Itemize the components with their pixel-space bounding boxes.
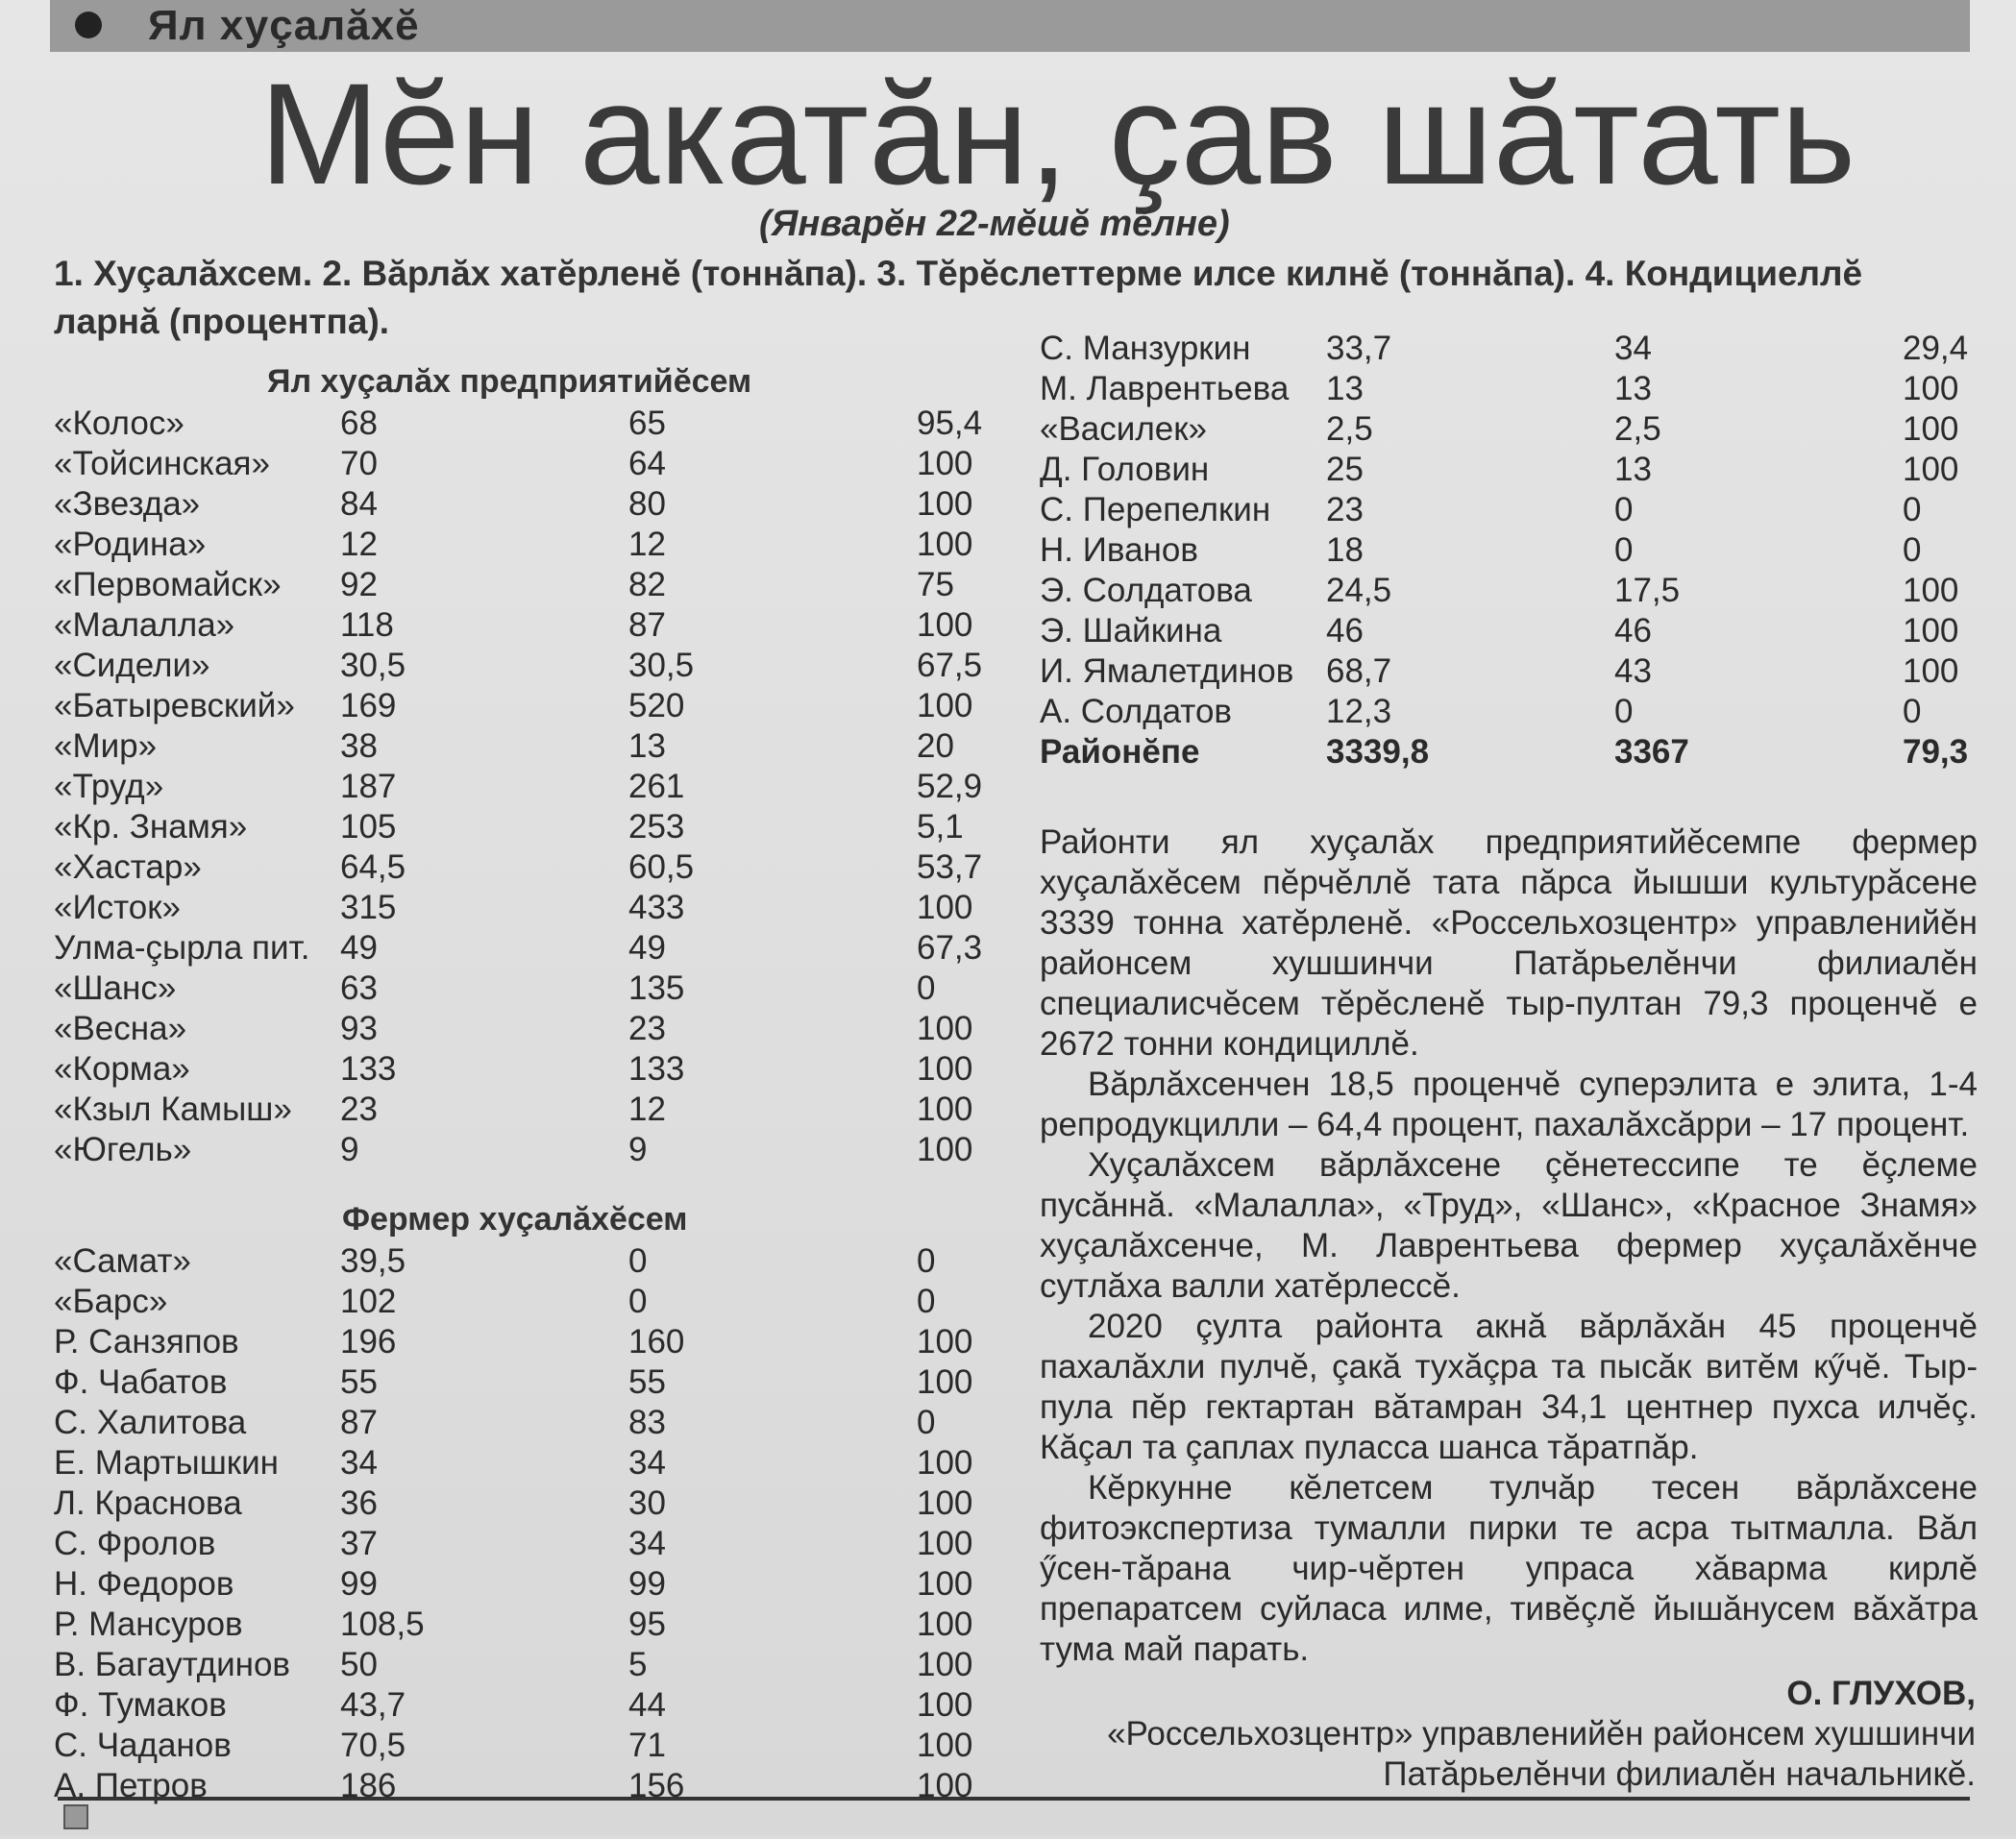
row-value: 0 bbox=[1903, 693, 1922, 730]
row-value: 100 bbox=[917, 687, 973, 724]
row-name: Улма-çырла пит. bbox=[54, 929, 310, 967]
row-value: 100 bbox=[917, 1606, 973, 1643]
total-label: Районĕпе bbox=[1040, 733, 1200, 771]
table-row bbox=[1040, 692, 1972, 732]
row-value: 34 bbox=[340, 1444, 378, 1482]
row-name: «Малалла» bbox=[54, 606, 235, 644]
row-value: 100 bbox=[917, 1686, 973, 1724]
row-name: Э. Шайкина bbox=[1040, 612, 1222, 650]
row-value: 100 bbox=[917, 1091, 973, 1128]
row-name: «Югель» bbox=[54, 1131, 192, 1168]
row-name: «Колос» bbox=[54, 405, 184, 442]
row-value: 99 bbox=[628, 1565, 666, 1603]
row-name: И. Ямалетдинов bbox=[1040, 652, 1294, 690]
row-value: 30 bbox=[628, 1484, 666, 1522]
row-value: 100 bbox=[1903, 451, 1959, 488]
row-value: 46 bbox=[1326, 612, 1364, 650]
author-name: О. ГЛУХОВ, bbox=[1786, 1675, 1976, 1712]
row-name: «Первомайск» bbox=[54, 566, 282, 603]
row-value: 64 bbox=[628, 445, 666, 482]
row-value: 49 bbox=[628, 929, 666, 967]
row-value: 5 bbox=[628, 1646, 648, 1683]
table-row bbox=[54, 404, 1015, 444]
row-value: 0 bbox=[917, 1404, 936, 1441]
total-value: 79,3 bbox=[1903, 733, 1969, 771]
table-row bbox=[54, 1605, 1015, 1645]
row-value: 100 bbox=[917, 889, 973, 926]
row-name: Е. Мартышкин bbox=[54, 1444, 279, 1482]
row-value: 169 bbox=[340, 687, 397, 724]
row-value: 100 bbox=[917, 1323, 973, 1361]
row-name: Д. Головин bbox=[1040, 451, 1210, 488]
legend-line-1: 1. Хуçалăхсем. 2. Вăрлăх хатĕрленĕ (тоннăпа). 3. Тĕрĕслеттерме илсе килнĕ (тоннăпа). 4. Кондициеллĕ bbox=[54, 254, 1863, 293]
row-value: 43,7 bbox=[340, 1686, 406, 1724]
row-value: 70,5 bbox=[340, 1727, 406, 1764]
row-value: 0 bbox=[917, 1283, 936, 1320]
rubric-bar bbox=[50, 0, 1970, 52]
farmers-table-left bbox=[54, 1241, 1015, 1806]
row-value: 23 bbox=[628, 1010, 666, 1047]
row-value: 18 bbox=[1326, 531, 1364, 569]
row-value: 68 bbox=[340, 405, 378, 442]
row-value: 39,5 bbox=[340, 1242, 406, 1280]
row-value: 100 bbox=[917, 1484, 973, 1522]
row-value: 37 bbox=[340, 1525, 378, 1562]
row-value: 36 bbox=[340, 1484, 378, 1522]
row-name: Н. Федоров bbox=[54, 1565, 234, 1603]
row-value: 187 bbox=[340, 768, 397, 805]
row-value: 65 bbox=[628, 405, 666, 442]
legend-line-2: ларнă (процентпа). bbox=[54, 302, 390, 341]
row-value: 13 bbox=[1614, 370, 1652, 407]
table-row bbox=[1040, 329, 1972, 369]
row-name: «Корма» bbox=[54, 1050, 190, 1088]
row-value: 100 bbox=[917, 485, 973, 523]
row-name: С. Фролов bbox=[54, 1525, 216, 1562]
row-value: 2,5 bbox=[1326, 410, 1373, 448]
row-value: 44 bbox=[628, 1686, 666, 1724]
row-value: 135 bbox=[628, 969, 685, 1007]
table-row bbox=[54, 605, 1015, 646]
row-name: «Василек» bbox=[1040, 410, 1207, 448]
row-value: 95 bbox=[628, 1606, 666, 1643]
row-value: 100 bbox=[1903, 410, 1959, 448]
row-value: 108,5 bbox=[340, 1606, 425, 1643]
row-value: 100 bbox=[917, 1131, 973, 1168]
row-value: 46 bbox=[1614, 612, 1652, 650]
article-paragraph: Вăрлăхсенчен 18,5 проценчĕ суперэлита е элита, 1-4 репродукцилли – 64,4 процент, пахалăхсăрри – 17 процент. bbox=[1040, 1066, 1978, 1143]
row-name: С. Чаданов bbox=[54, 1727, 232, 1764]
table-row bbox=[54, 1685, 1015, 1726]
row-name: Н. Иванов bbox=[1040, 531, 1198, 569]
row-name: «Кзыл Камыш» bbox=[54, 1091, 292, 1128]
section-title-farmers: Фермер хуçалăхĕсем bbox=[342, 1201, 688, 1238]
row-value: 53,7 bbox=[917, 848, 983, 886]
article-body bbox=[1040, 822, 1978, 1670]
table-row bbox=[54, 1282, 1015, 1322]
table-row bbox=[54, 444, 1015, 484]
row-name: «Весна» bbox=[54, 1010, 187, 1047]
table-row bbox=[54, 847, 1015, 888]
row-value: 55 bbox=[628, 1363, 666, 1401]
rubric-label: Ял хуçалăхĕ bbox=[148, 2, 420, 49]
row-value: 100 bbox=[917, 1050, 973, 1088]
row-value: 13 bbox=[628, 727, 666, 765]
row-value: 0 bbox=[628, 1242, 648, 1280]
row-value: 100 bbox=[917, 1727, 973, 1764]
row-name: «Сидели» bbox=[54, 647, 210, 684]
row-value: 30,5 bbox=[628, 647, 695, 684]
row-name: Э. Солдатова bbox=[1040, 572, 1252, 609]
table-row bbox=[54, 1241, 1015, 1282]
table-row bbox=[1040, 651, 1972, 692]
row-value: 315 bbox=[340, 889, 397, 926]
row-name: «Исток» bbox=[54, 889, 182, 926]
table-row bbox=[1040, 611, 1972, 651]
row-value: 100 bbox=[917, 1565, 973, 1603]
row-value: 100 bbox=[917, 1767, 973, 1804]
row-value: 9 bbox=[628, 1131, 648, 1168]
headline: Мĕн акатăн, çав шăтать bbox=[259, 53, 1856, 214]
farmers-table-right bbox=[1040, 329, 1972, 772]
row-name: «Самат» bbox=[54, 1242, 191, 1280]
table-row bbox=[1040, 369, 1972, 409]
row-value: 12 bbox=[340, 526, 378, 563]
row-value: 13 bbox=[1614, 451, 1652, 488]
row-value: 17,5 bbox=[1614, 572, 1681, 609]
table-row bbox=[1040, 571, 1972, 611]
row-value: 70 bbox=[340, 445, 378, 482]
row-value: 2,5 bbox=[1614, 410, 1661, 448]
row-value: 102 bbox=[340, 1283, 397, 1320]
row-value: 156 bbox=[628, 1767, 685, 1804]
row-value: 50 bbox=[340, 1646, 378, 1683]
table-row bbox=[54, 1645, 1015, 1685]
row-value: 23 bbox=[340, 1091, 378, 1128]
row-value: 0 bbox=[917, 969, 936, 1007]
table-row bbox=[54, 1726, 1015, 1766]
row-value: 5,1 bbox=[917, 808, 964, 846]
row-value: 118 bbox=[340, 606, 394, 644]
enterprises-table bbox=[54, 404, 1015, 1170]
row-name: С. Халитова bbox=[54, 1404, 247, 1441]
row-value: 92 bbox=[340, 566, 378, 603]
bullet-icon bbox=[75, 12, 102, 38]
row-value: 34 bbox=[628, 1525, 666, 1562]
row-value: 433 bbox=[628, 889, 685, 926]
row-name: Р. Санзяпов bbox=[54, 1323, 239, 1361]
row-value: 186 bbox=[340, 1767, 397, 1804]
section-title-enterprises: Ял хуçалăх предприятийĕсем bbox=[267, 363, 752, 400]
row-value: 20 bbox=[917, 727, 954, 765]
article-paragraph: Хуçалăхсем вăрлăхсене çĕнетессипе те ĕçлеме пусăннă. «Малалла», «Труд», «Шанс», «Красное Знамя» хуçалăхсенче, М. Лаврентьева фермер хуçалăхĕнче сутлăха валли хатĕрлессĕ. bbox=[1040, 1146, 1978, 1305]
author-position: «Россельхозцентр» управленийĕн районсем хушшинчи Патăрьелĕнчи филиалĕн начальникĕ. bbox=[1107, 1715, 1976, 1793]
row-value: 520 bbox=[628, 687, 685, 724]
row-name: С. Перепелкин bbox=[1040, 491, 1271, 528]
row-name: С. Манзуркин bbox=[1040, 330, 1251, 367]
row-value: 100 bbox=[917, 1363, 973, 1401]
row-name: М. Лаврентьева bbox=[1040, 370, 1290, 407]
table-row bbox=[54, 686, 1015, 726]
table-row bbox=[54, 1483, 1015, 1524]
row-value: 33,7 bbox=[1326, 330, 1392, 367]
row-name: «Мир» bbox=[54, 727, 158, 765]
row-value: 34 bbox=[1614, 330, 1652, 367]
row-value: 67,5 bbox=[917, 647, 983, 684]
row-value: 87 bbox=[340, 1404, 378, 1441]
row-name: А. Петров bbox=[54, 1767, 208, 1804]
table-row bbox=[54, 646, 1015, 686]
row-value: 133 bbox=[628, 1050, 685, 1088]
row-name: «Хастар» bbox=[54, 848, 202, 886]
table-row bbox=[54, 1090, 1015, 1130]
row-value: 105 bbox=[340, 808, 397, 846]
row-value: 9 bbox=[340, 1131, 359, 1168]
row-value: 84 bbox=[340, 485, 378, 523]
table-row bbox=[54, 1443, 1015, 1483]
row-value: 0 bbox=[1614, 491, 1634, 528]
row-value: 100 bbox=[917, 1646, 973, 1683]
row-value: 100 bbox=[1903, 572, 1959, 609]
row-name: «Барс» bbox=[54, 1283, 168, 1320]
row-value: 100 bbox=[917, 1525, 973, 1562]
table-row bbox=[54, 1564, 1015, 1605]
row-name: «Родина» bbox=[54, 526, 207, 563]
row-value: 100 bbox=[917, 606, 973, 644]
row-value: 0 bbox=[1903, 491, 1922, 528]
row-value: 23 bbox=[1326, 491, 1364, 528]
row-value: 100 bbox=[917, 1010, 973, 1047]
row-value: 13 bbox=[1326, 370, 1364, 407]
table-row bbox=[54, 767, 1015, 807]
total-row bbox=[1040, 732, 1972, 772]
row-name: Р. Мансуров bbox=[54, 1606, 243, 1643]
table-row bbox=[54, 1322, 1015, 1362]
article-paragraph: Кĕркунне кĕлетсем тулчăр тесен вăрлăхсене фитоэкспертиза тумалли пирки те асра тытмалла. Вăл ӳсен-тăрана чир-чĕртен упраса хăварма кирлĕ препаратсем суйласа илме, тивĕçлĕ йышăнусем вăхăтра тума май парать. bbox=[1040, 1469, 1978, 1668]
row-value: 55 bbox=[340, 1363, 378, 1401]
row-value: 100 bbox=[1903, 612, 1959, 650]
row-value: 0 bbox=[1614, 693, 1634, 730]
row-value: 253 bbox=[628, 808, 685, 846]
row-value: 64,5 bbox=[340, 848, 406, 886]
row-name: Ф. Тумаков bbox=[54, 1686, 227, 1724]
table-row bbox=[54, 1403, 1015, 1443]
row-name: «Шанс» bbox=[54, 969, 177, 1007]
bottom-rule bbox=[58, 1797, 1970, 1839]
table-row bbox=[1040, 530, 1972, 571]
table-row bbox=[54, 1362, 1015, 1403]
row-value: 82 bbox=[628, 566, 666, 603]
row-name: В. Багаутдинов bbox=[54, 1646, 291, 1683]
table-row bbox=[54, 1009, 1015, 1049]
table-row bbox=[54, 484, 1015, 525]
total-value: 3367 bbox=[1614, 733, 1689, 771]
row-value: 99 bbox=[340, 1565, 378, 1603]
dateline: (Январĕн 22-мĕшĕ тĕлне) bbox=[759, 204, 1230, 244]
row-name: А. Солдатов bbox=[1040, 693, 1233, 730]
row-value: 95,4 bbox=[917, 405, 983, 442]
table-row bbox=[54, 888, 1015, 928]
table-row bbox=[54, 525, 1015, 565]
row-value: 68,7 bbox=[1326, 652, 1392, 690]
row-value: 83 bbox=[628, 1404, 666, 1441]
row-value: 100 bbox=[1903, 370, 1959, 407]
row-value: 196 bbox=[340, 1323, 397, 1361]
row-value: 133 bbox=[340, 1050, 397, 1088]
total-value: 3339,8 bbox=[1326, 733, 1430, 771]
row-value: 34 bbox=[628, 1444, 666, 1482]
row-value: 100 bbox=[917, 526, 973, 563]
table-row bbox=[1040, 490, 1972, 530]
row-value: 12 bbox=[628, 526, 666, 563]
table-row bbox=[54, 969, 1015, 1009]
article-paragraph: 2020 çулта районта акнă вăрлăхăн 45 проценчĕ пахалăхли пулчĕ, çакă тухăçра та пысăк витĕм кӳчĕ. Тыр-пула пĕр гектартан вăтамран 34,1 центнер пухса илчĕç. Кăçал та çаплах пуласса шанса тăратпăр. bbox=[1040, 1308, 1978, 1466]
row-value: 80 bbox=[628, 485, 666, 523]
row-name: «Труд» bbox=[54, 768, 164, 805]
row-value: 24,5 bbox=[1326, 572, 1392, 609]
row-name: «Батыревский» bbox=[54, 687, 295, 724]
row-value: 100 bbox=[917, 445, 973, 482]
row-value: 261 bbox=[628, 768, 685, 805]
row-value: 87 bbox=[628, 606, 666, 644]
row-value: 0 bbox=[1903, 531, 1922, 569]
row-name: Ф. Чабатов bbox=[54, 1363, 228, 1401]
table-row bbox=[54, 1524, 1015, 1564]
row-value: 49 bbox=[340, 929, 378, 967]
table-row bbox=[1040, 409, 1972, 450]
row-value: 38 bbox=[340, 727, 378, 765]
table-row bbox=[54, 807, 1015, 847]
square-icon bbox=[63, 1804, 88, 1829]
row-value: 29,4 bbox=[1903, 330, 1969, 367]
table-row bbox=[54, 1130, 1015, 1170]
row-value: 43 bbox=[1614, 652, 1652, 690]
row-value: 93 bbox=[340, 1010, 378, 1047]
row-value: 12,3 bbox=[1326, 693, 1392, 730]
row-value: 25 bbox=[1326, 451, 1364, 488]
row-name: «Звезда» bbox=[54, 485, 201, 523]
row-value: 60,5 bbox=[628, 848, 695, 886]
row-value: 67,3 bbox=[917, 929, 983, 967]
table-row bbox=[54, 726, 1015, 767]
table-row bbox=[1040, 450, 1972, 490]
table-row bbox=[54, 1049, 1015, 1090]
row-value: 0 bbox=[1614, 531, 1634, 569]
row-value: 30,5 bbox=[340, 647, 406, 684]
row-name: «Кр. Знамя» bbox=[54, 808, 248, 846]
row-value: 160 bbox=[628, 1323, 685, 1361]
row-value: 75 bbox=[917, 566, 954, 603]
row-name: «Тойсинская» bbox=[54, 445, 270, 482]
row-value: 63 bbox=[340, 969, 378, 1007]
article-paragraph: Районти ял хуçалăх предприятийĕсемпе фермер хуçалăхĕсем пĕрчĕллĕ тата пăрса йышши культурăсене 3339 тонна хатĕрленĕ. «Россельхозцентр» управленийĕн районсем хушшинчи Патăрьелĕнчи филиалĕн специалисчĕсем тĕрĕсленĕ тыр-пултан 79,3 проценчĕ е 2672 тонни кондициллĕ. bbox=[1040, 823, 1978, 1063]
row-name: Л. Краснова bbox=[54, 1484, 242, 1522]
table-row bbox=[54, 928, 1015, 969]
row-value: 100 bbox=[917, 1444, 973, 1482]
table-row bbox=[54, 565, 1015, 605]
row-value: 71 bbox=[628, 1727, 666, 1764]
row-value: 52,9 bbox=[917, 768, 983, 805]
row-value: 0 bbox=[917, 1242, 936, 1280]
row-value: 0 bbox=[628, 1283, 648, 1320]
row-value: 100 bbox=[1903, 652, 1959, 690]
row-value: 12 bbox=[628, 1091, 666, 1128]
